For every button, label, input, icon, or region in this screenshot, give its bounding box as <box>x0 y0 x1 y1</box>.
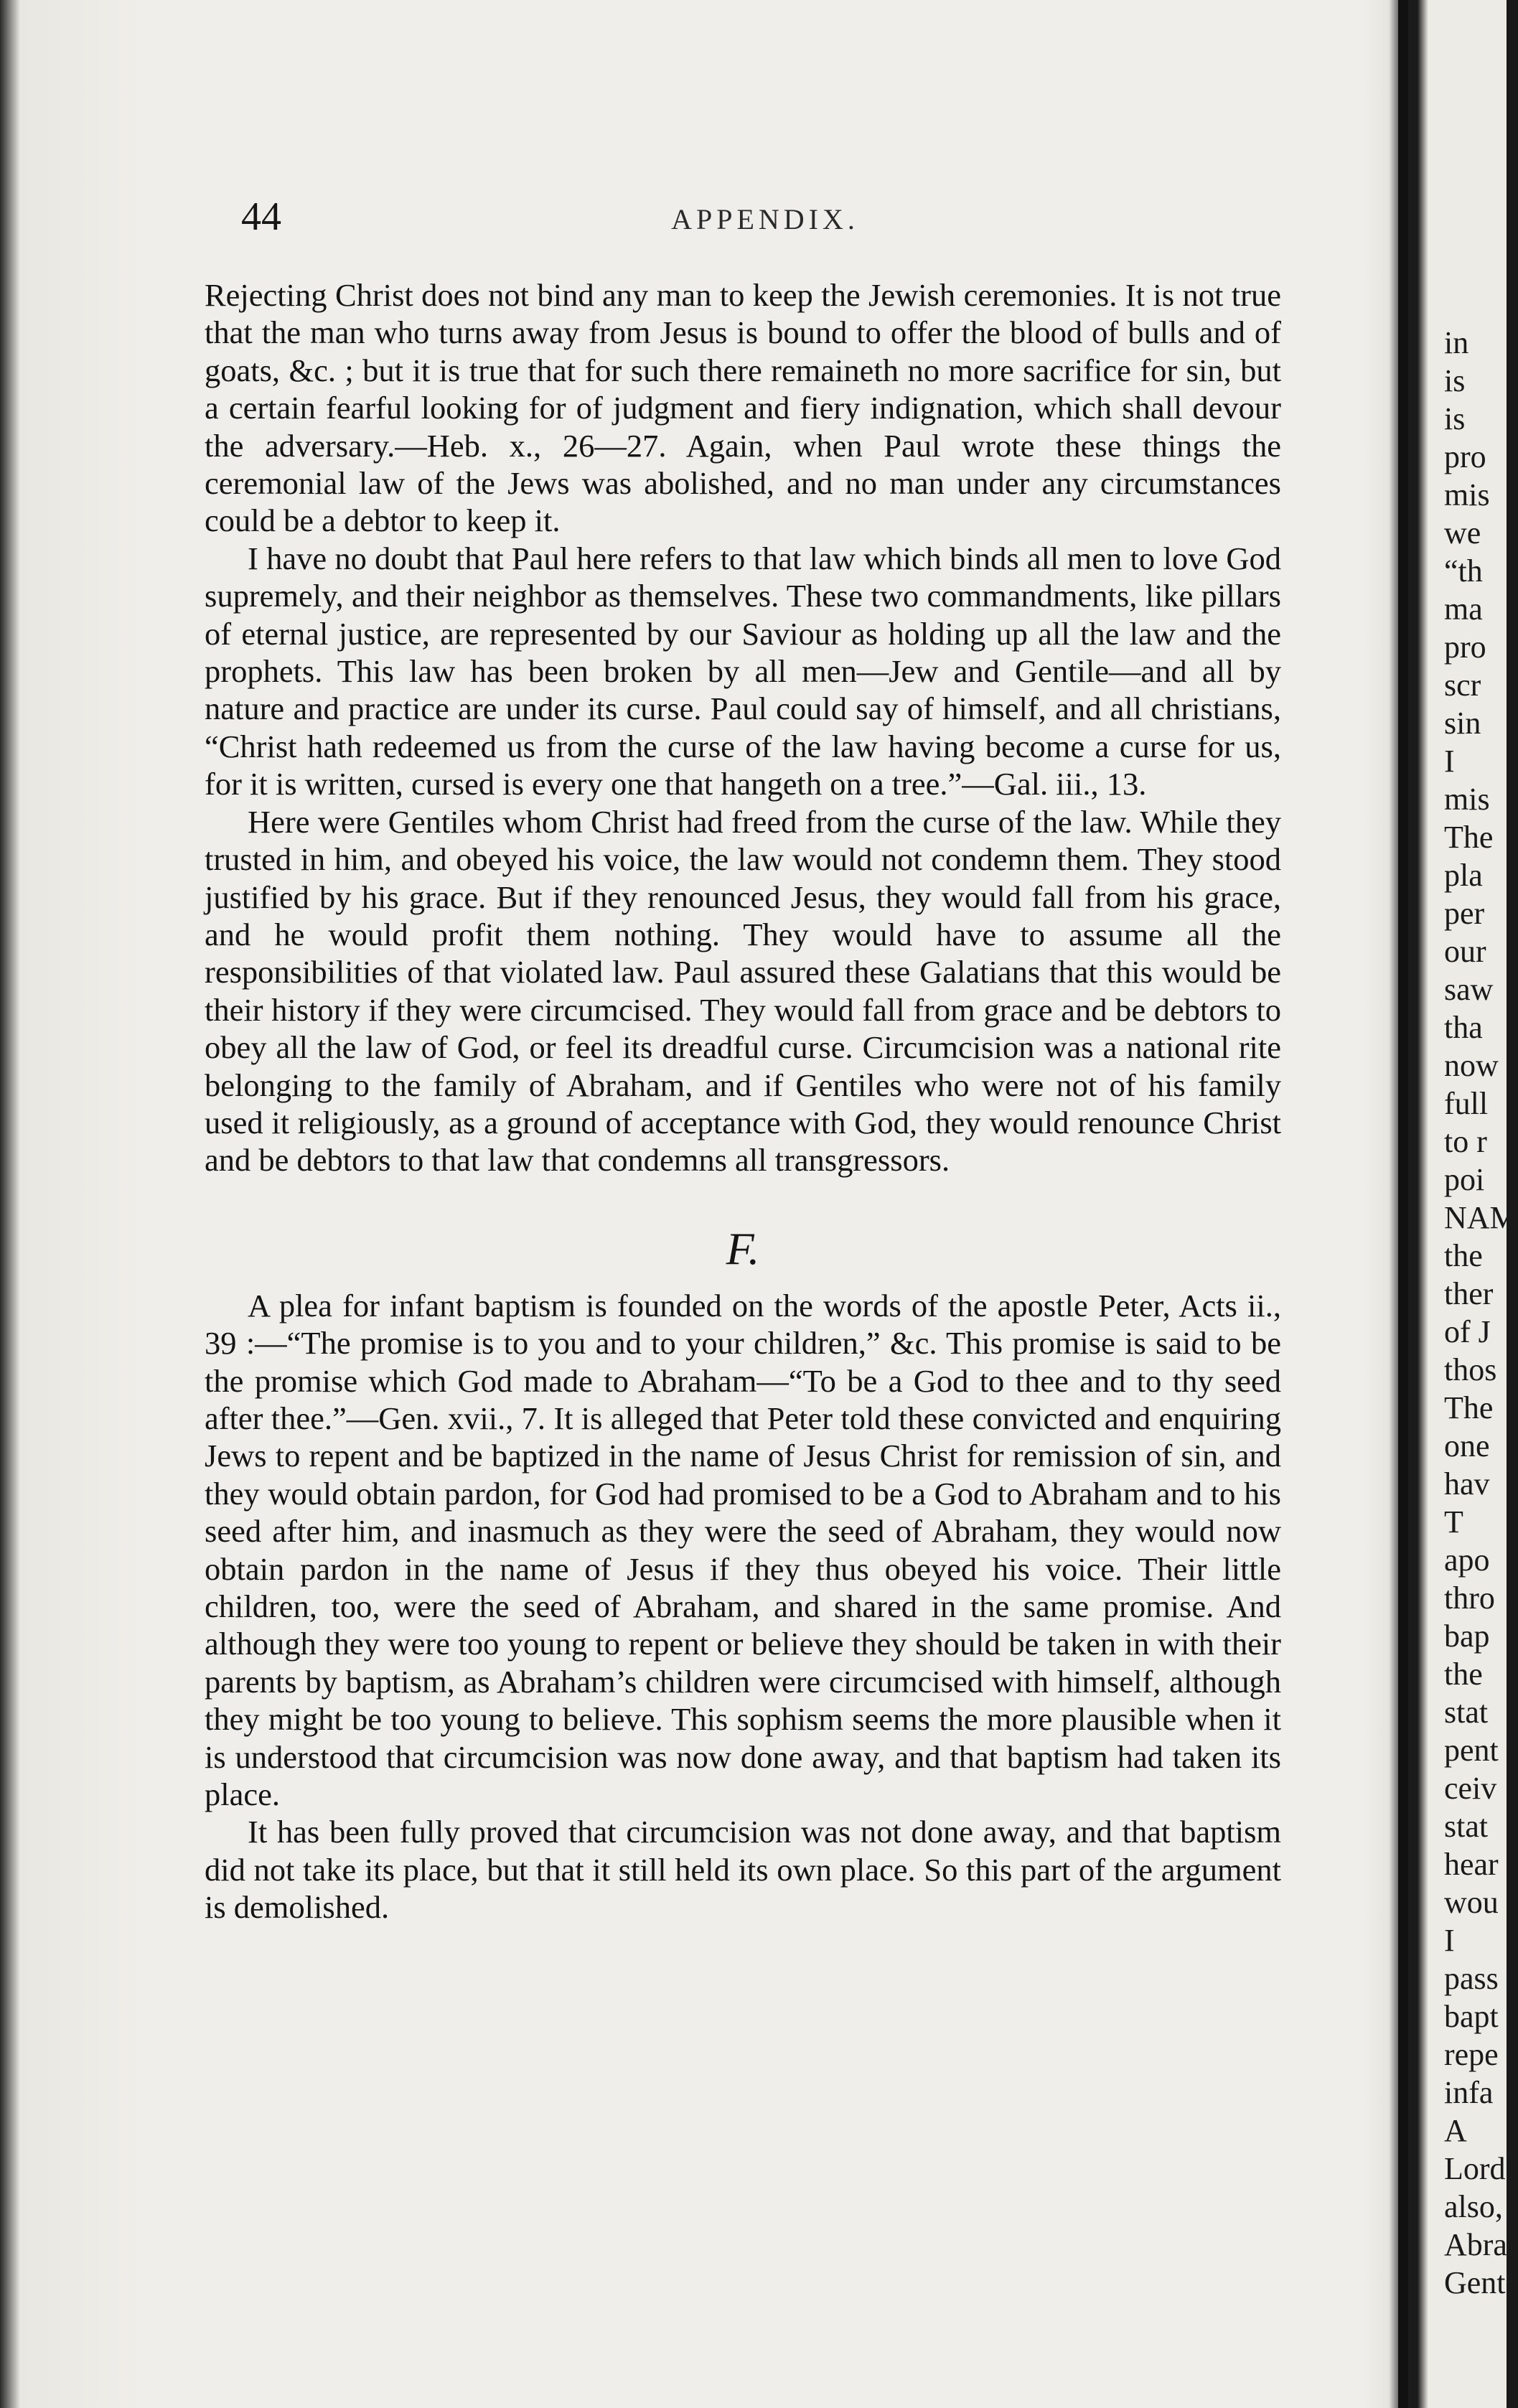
right-page-line-fragment: mis <box>1444 477 1490 512</box>
page-header <box>220 194 1311 251</box>
page-gutter <box>1398 0 1408 2408</box>
right-page-line-fragment: hav <box>1444 1466 1490 1502</box>
right-page-line-fragment: saw <box>1444 972 1494 1007</box>
paragraph: Here were Gentiles whom Christ had freed from the curse of the law. While they trusted in him, and obeyed his voice, the law would not condemn them. They stood justified by his grace. But if they renounced Jesus, they would fall from his grace, and he would profit them nothing. They would have to assume all the responsibilities of that violated law. Paul assured these Galatians that this would be their history if they were circumcised. They would fall from grace and be debtors to obey all the law of God, or feel its dreadful curse. Circumcision was a national rite belonging to the family of Abraham, and if Gentiles who were not of his family used it religiously, as a ground of acceptance with God, they would renounce Christ and be debtors to that law that condemns all transgressors. <box>205 803 1281 1179</box>
paragraph: A plea for infant baptism is founded on the words of the apostle Peter, Acts ii., 39 :—“The promise is to you and to your children,” &c. This promise is said to be the promise which God made to Abraham—“To be a God to thee and to thy seed after thee.”—Gen. xvii., 7. It is alleged that Peter told these convicted and enquiring Jews to repent and be baptized in the name of Jesus Christ for remission of sin, and they would obtain pardon, for God had promised to be a God to Abraham and to his seed after him, and inasmuch as they were the seed of Abraham, they would now obtain pardon in the name of Jesus if they thus obeyed his voice. Their little children, too, were the seed of Abraham, and shared in the same promise. And although they were too young to repent or believe they should be taken in with their parents by baptism, as Abraham’s children were circumcised with himself, although they might be too young to believe. This sophism seems the more plausible when it is understood that circumcision was now done away, and that baptism had taken its place. <box>205 1287 1281 1813</box>
right-page-edge <box>1428 0 1518 2408</box>
right-page-line-fragment: thro <box>1444 1580 1495 1616</box>
right-page-line-fragment: our <box>1444 934 1486 969</box>
right-page-line-fragment: pent <box>1444 1733 1499 1768</box>
right-page-line-fragment: Gent <box>1444 2265 1506 2300</box>
right-page-line-fragment: A <box>1444 2113 1467 2148</box>
right-page-line-fragment: we <box>1444 515 1481 551</box>
right-page-line-fragment: T <box>1444 1504 1463 1540</box>
right-page-line-fragment: in <box>1444 325 1469 360</box>
right-page-line-fragment: Abra <box>1444 2227 1507 2262</box>
right-page-line-fragment: The <box>1444 1390 1494 1425</box>
right-page-line-fragment: apo <box>1444 1542 1490 1578</box>
running-head: APPENDIX. <box>671 203 859 235</box>
right-page-line-fragment: is <box>1444 401 1466 436</box>
right-page-line-fragment: stat <box>1444 1809 1489 1844</box>
right-page-line-fragment: to r <box>1444 1124 1487 1159</box>
section-heading: F. <box>726 1222 760 1274</box>
right-page-line-fragment: full <box>1444 1086 1489 1121</box>
right-page-line-fragment: pro <box>1444 439 1486 474</box>
paragraph: Rejecting Christ does not bind any man to keep the Jewish ceremonies. It is not true that the man who turns away from Jesus is bound to offer the blood of bulls and of goats, &c. ; but it is true that for such there remaineth no more sacrifice for sin, but a certain fearful looking for of judgment and fiery indignation, which shall devour the adversary.—Heb. x., 26—27. Again, when Paul wrote these things the ceremonial law of the Jews was abolished, and no man under any circumstances could be a debtor to keep it. <box>205 277 1281 539</box>
right-page-line-fragment: bapt <box>1444 1999 1499 2034</box>
right-page-line-fragment: repe <box>1444 2037 1499 2072</box>
right-page-line-fragment: tha <box>1444 1010 1483 1045</box>
right-page-line-fragment: per <box>1444 896 1485 931</box>
right-page-line-fragment: now <box>1444 1048 1499 1083</box>
right-page-line-fragment: the <box>1444 1238 1483 1273</box>
right-page-line-fragment: the <box>1444 1657 1483 1692</box>
right-page-line-fragment: poi <box>1444 1162 1485 1197</box>
right-page-line-fragment: NAM <box>1444 1200 1518 1235</box>
right-page-line-fragment: of J <box>1444 1314 1491 1349</box>
page-number: 44 <box>241 195 281 239</box>
right-page-line-fragment: wou <box>1444 1885 1499 1920</box>
right-page-line-fragment: sin <box>1444 706 1481 741</box>
right-page-line-fragment: one <box>1444 1428 1490 1463</box>
right-page-line-fragment: Lord <box>1444 2151 1506 2186</box>
right-page-line-fragment: mis <box>1444 782 1490 817</box>
right-page-line-fragment: I <box>1444 744 1455 779</box>
right-page-line-fragment: stat <box>1444 1695 1489 1730</box>
right-page-line-fragment: scr <box>1444 667 1481 703</box>
right-page-line-fragment: thos <box>1444 1352 1497 1387</box>
right-page-line-fragment: The <box>1444 820 1494 855</box>
right-page-line-fragment: is <box>1444 363 1466 398</box>
right-page-line-fragment: pla <box>1444 858 1483 893</box>
right-page-line-fragment: “th <box>1444 553 1483 589</box>
right-page-line-fragment: pass <box>1444 1961 1499 1996</box>
right-page-line-fragment: infa <box>1444 2075 1494 2110</box>
right-page-line-fragment: hear <box>1444 1847 1499 1882</box>
right-page-line-fragment: bap <box>1444 1618 1490 1654</box>
body-text <box>205 276 1281 1926</box>
right-page-line-fragment: ceiv <box>1444 1771 1497 1806</box>
right-page-line-fragment: ma <box>1444 591 1483 627</box>
right-page-line-fragment: also, <box>1444 2189 1503 2224</box>
right-page-line-fragment: I <box>1444 1923 1455 1958</box>
paragraph: I have no doubt that Paul here refers to that law which binds all men to love God supremely, and their neighbor as themselves. These two commandments, like pillars of eternal justice, are represented by our Saviour as holding up all the law and the prophets. This law has been broken by all men—Jew and Gentile—and all by nature and practice are under its curse. Paul could say of himself, and all christians, “Christ hath redeemed us from the curse of the law having become a curse for us, for it is written, cursed is every one that hangeth on a tree.”—Gal. iii., 13. <box>205 540 1281 802</box>
paragraph: It has been fully proved that circumcision was not done away, and that baptism did not take its place, but that it still held its own place. So this part of the argument is demolished. <box>205 1814 1281 1926</box>
right-page-line-fragment: pro <box>1444 629 1486 665</box>
right-page-line-fragment: ther <box>1444 1276 1494 1311</box>
